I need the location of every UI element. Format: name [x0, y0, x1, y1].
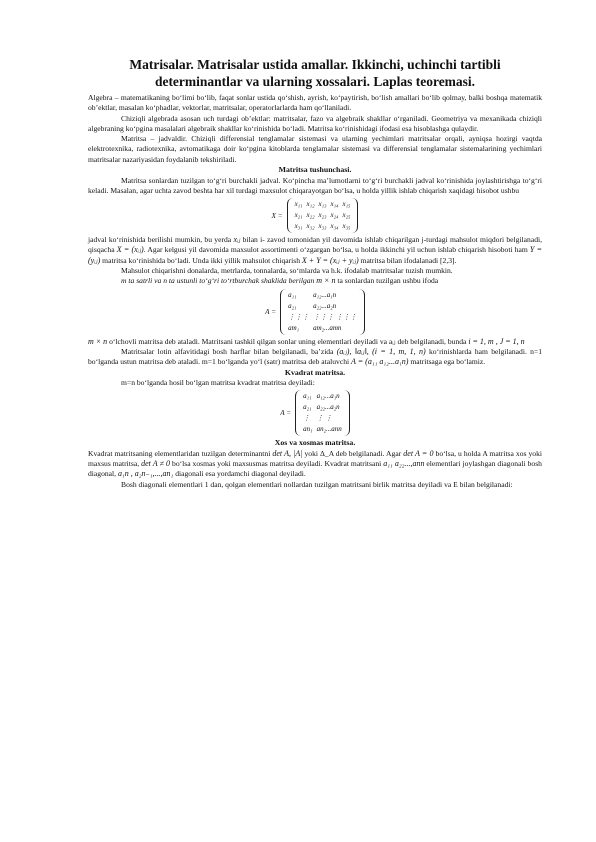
- document-page: [88, 56, 542, 490]
- text-span: Matritsalar lotin alfavitidagi bosh harflar bilan belgilanadi, ba’zida: [121, 346, 334, 356]
- formula-main-diagonal: a₁₁ a₂₂...,ann: [383, 459, 425, 469]
- section-heading-singular-matrix: Xos va xosmas matritsa.: [274, 438, 356, 448]
- matrix-a-lhs: A =: [265, 307, 277, 316]
- text-span: elementlari joylashgan diagonali bosh diagonal,: [88, 459, 542, 479]
- matrix-a-cell: a₂₁: [288, 301, 297, 310]
- formula-anti-diagonal: a₁n , a₂n₋₁,...,an₁: [117, 469, 174, 479]
- formula-det-nonzero: det A ≠ 0: [141, 459, 171, 469]
- paragraph-matrix-notation-2: [88, 347, 542, 368]
- text-span: bilan i- zavod tomonidan yil davomida ishlab chiqarilgan j-turdagi mahsulot miqdori belgilanadi, qisqacha: [88, 235, 543, 255]
- formula-mxn-2: m × n: [88, 336, 108, 346]
- matrix-a-bracket: [280, 289, 365, 335]
- matrix-x-bracket: [287, 198, 359, 233]
- matrix-a2-cell: a₁₂...a₁n: [316, 392, 340, 401]
- paragraph-matrix-definition: Matritsa sonlardan tuzilgan to‘g‘ri burchakli jadval. Ko‘pincha ma’lumotlarni to‘g‘ri burchakli jadval ko‘rinishida joylashtirishga to‘g‘ri keladi. Masalan, agar uchta zavod beshta har xil turdagi maxsulot chiqarayotgan bo‘lsa, u holda yillik ishlab chiqarish xaqidagi hisobot ushbu: [88, 175, 542, 195]
- matrix-a2-cell: ⋮ ⋮: [316, 414, 333, 423]
- text-span: jadval ko‘rinishida berilishi mumkin, bu yerda: [88, 235, 232, 245]
- matrix-a2-table: [301, 391, 344, 435]
- matrix-a2-cell: a₂₁: [303, 403, 312, 412]
- paragraph-matrix-table: Matritsa – jadvaldir. Chiziqli differensial tenglamalar sistemasi va ularning yechimlari matritsalar orqali, ayniqsa hozirgi vaqtda elektrotexnika, radiotexnika, avtomatikaga doir ko‘pgina kitoblarda tenglamalar sistemasi va differensial tenglamalar sistemalarining yechimlari matritsalar nazariyasidan foydalanib tekshiriladi.: [88, 134, 542, 164]
- page-title: Matrisalar. Matrisalar ustida amallar. Ikkinchi, uchinchi tartibli determinantlar va ularning xossalari. Laplas teoremasi.: [129, 57, 501, 89]
- matrix-x-cell: x₂₅: [342, 211, 351, 220]
- matrix-a-cell: am₂...amn: [313, 323, 342, 332]
- text-span: matritsa ko‘rinishida bo‘ladi. Unda ikki yillik mahsulot chiqarish: [102, 255, 300, 265]
- matrix-x-cell: x₃₂: [306, 222, 315, 231]
- matrix-x-cell: x₁₂: [306, 200, 315, 209]
- matrix-x-cell: x₂₂: [306, 211, 315, 220]
- formula-x-plus-y: X + Y = (xᵢⱼ + yᵢⱼ): [301, 255, 359, 265]
- formula-index-range: i = 1, m , J = 1, n: [468, 336, 525, 346]
- matrix-a-cell: am₁: [288, 323, 300, 332]
- matrix-a-cell: ⋮⋮⋮ ⋮⋮⋮: [313, 312, 357, 321]
- text-span: . Agar kelgusi yil davomida maxsulot assortimenti o‘zgargan bo‘lsa, u holda ikkinchi yil uchun ishlab chiqarish hisoboti ham: [143, 245, 528, 255]
- matrix-a2-cell: a₂₂...a₂n: [316, 403, 340, 412]
- formula-det-zero: det A = 0: [403, 448, 434, 458]
- paragraph-matrix-notation: [88, 235, 542, 266]
- matrix-a-cell: a₂₂...a₂n: [313, 301, 337, 310]
- paragraph-square-matrix: m=n bo‘lganda hosil bo‘lgan matritsa kvadrat matritsa deyiladi:: [121, 378, 315, 388]
- text-span: Kvadrat matritsaning elementlaridan tuzilgan determinantni: [88, 448, 271, 458]
- matrix-a2-cell: ⋮: [303, 414, 311, 423]
- matrix-x-cell: x₂₃: [318, 211, 327, 220]
- matrix-x-cell: x₃₄: [330, 222, 339, 231]
- text-span: bo‘lsa xosmas yoki maxsusmas matritsa deyiladi. Kvadrat matritsani: [172, 459, 382, 469]
- formula-det-a: det A, |A|: [272, 448, 303, 458]
- paragraph-linear-algebra: Chiziqli algebrada asosan uch turdagi ob’ektlar: matritsalar, fazo va algebraik shakllar o‘rganiladi. Geometriya va mexanikada chiziqli algebraning ko‘pgina masalalari algebraik shakllar ko‘rinishida bo‘ladi. Matritsa ko‘rinishidagi ifodasi esa hisoblashga qulaydir.: [88, 113, 542, 133]
- formula-mxn: m × n: [316, 276, 336, 286]
- matrix-x-formula: [88, 198, 542, 233]
- paragraph-mxn: [88, 276, 542, 286]
- matrix-a2-cell: an₂...ann: [316, 425, 342, 434]
- text-span: o‘lchovli matritsa deb ataladi. Matritsani tashkil qilgan sonlar uning elementlari deyiladi va aᵢⱼ deb belgilanadi, bunda: [109, 336, 467, 346]
- matrix-a2-cell: an₁: [303, 425, 313, 434]
- matrix-x-cell: x₁₁: [294, 200, 303, 209]
- matrix-x-cell: x₂₄: [330, 211, 339, 220]
- formula-xij: xᵢⱼ: [233, 235, 241, 245]
- matrix-x-cell: x₃₃: [318, 222, 327, 231]
- matrix-x-table: [293, 199, 353, 232]
- text-span: bo‘lsa, u holda A matritsa xos yoki maxsus matritsa,: [88, 448, 543, 469]
- text-span: ta sonlardan tuzilgan ushbu ifoda: [337, 276, 439, 286]
- matrix-a-general-formula: [88, 289, 542, 335]
- text-span: m ta satrli va n ta ustunli to‘g‘ri to‘rtburchak shaklida berilgan: [121, 276, 315, 286]
- matrix-a-cell: ⋮⋮⋮: [288, 312, 310, 321]
- matrix-a2-lhs: A =: [280, 409, 292, 418]
- matrix-x-cell: x₂₁: [294, 211, 303, 220]
- text-span: diagonali esa yordamchi diagonal deyiladi.: [175, 469, 306, 479]
- matrix-x-cell: x₃₁: [294, 222, 303, 231]
- section-heading-matrix-concept: Matritsa tushunchasi.: [278, 165, 352, 175]
- matrix-a-cell: a₁₁: [288, 290, 297, 299]
- matrix-a2-bracket: [295, 390, 350, 436]
- section-heading-square-matrix: Kvadrat matritsa.: [284, 367, 346, 377]
- formula-y-equals: Y = (yᵢⱼ): [88, 245, 543, 265]
- matrix-a-cell: a₁₂...a₁n: [313, 290, 337, 299]
- matrix-x-lhs: X =: [271, 211, 283, 220]
- paragraph-units: Mahsulot chiqarishni donalarda, metrlarda, tonnalarda, so‘mlarda va h.k. ifodalab matritsalar tuzish mumkin.: [121, 266, 453, 276]
- paragraph-intro: Algebra – matematikaning bo‘limi bo‘lib, faqat sonlar ustida qo‘shish, ayrish, ko‘paytirish, bo‘lish amallari bo‘lib qolmay, balki boshqa matematik ob’ektlar, masalan ko‘phadlar, vektorlar, matritsalar, operatorlarlarda ham qo‘llaniladi.: [88, 93, 542, 113]
- matrix-x-cell: x₁₅: [342, 200, 351, 209]
- matrix-a-square-formula: [88, 390, 542, 436]
- text-span: matritsaga ega bo‘lamiz.: [410, 357, 486, 367]
- text-span: yoki Δ_A deb belgilanadi. Agar: [304, 448, 402, 458]
- matrix-x-cell: x₁₄: [330, 200, 339, 209]
- matrix-a2-cell: a₁₁: [303, 392, 312, 401]
- matrix-a-table: [286, 290, 359, 334]
- formula-x-equals: X = (xᵢⱼ): [116, 245, 144, 255]
- paragraph-determinant: [88, 449, 542, 480]
- paragraph-matrix-elements: [88, 337, 542, 347]
- formula-row-matrix: A = (a₁₁ a₁₂...a₁n): [351, 357, 409, 367]
- text-span: ko‘rinishlarda ham belgilanadi. n=1 bo‘lganda ustun matritsa deb ataladi. m=1 bo‘lganda yo‘l (satr) matritsa deb ataluvchi: [88, 346, 542, 367]
- matrix-x-cell: x₁₃: [318, 200, 327, 209]
- matrix-x-cell: x₃₅: [342, 222, 351, 231]
- text-span: matritsa bilan ifodalanadi [2,3].: [360, 255, 457, 265]
- formula-aij-notation: (aᵢⱼ), ‖aᵢⱼ‖, (i = 1, m, 1, n): [336, 346, 426, 356]
- paragraph-identity-matrix: Bosh diagonali elementlari 1 dan, qolgan elementlari nollardan tuzilgan matritsani birlik matritsa deyiladi va E bilan belgilanadi:: [121, 479, 513, 489]
